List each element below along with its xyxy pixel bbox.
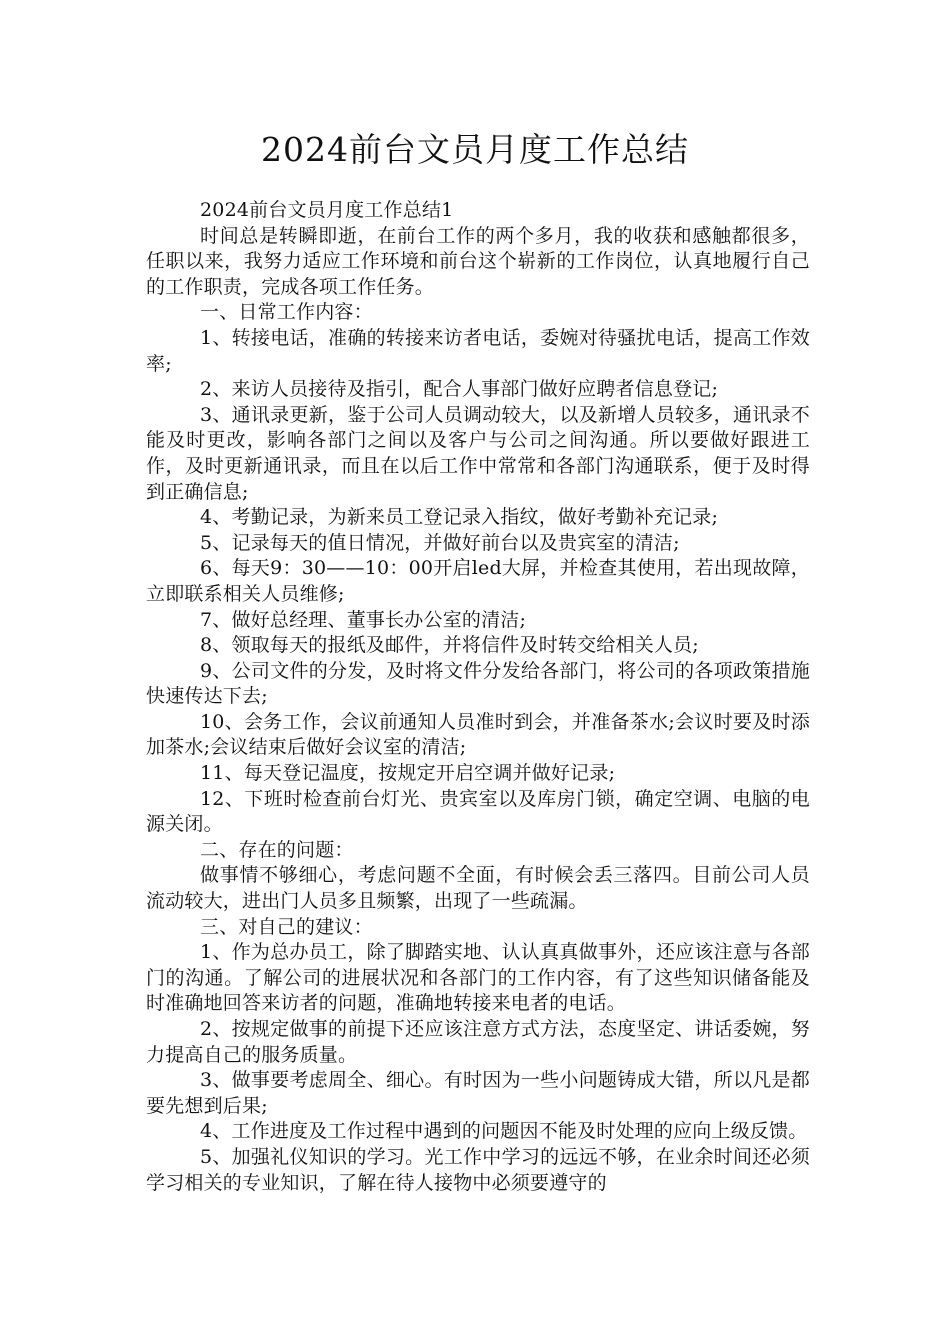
list-item-12: 12、下班时检查前台灯光、贵宾室以及库房门锁，确定空调、电脑的电源关闭。 — [146, 787, 810, 836]
list-item-11: 11、每天登记温度，按规定开启空调并做好记录; — [200, 762, 616, 785]
section-heading-daily-work: 一、日常工作内容： — [200, 301, 373, 324]
list-item-7: 7、做好总经理、董事长办公室的清洁; — [200, 608, 527, 631]
paragraph-intro: 时间总是转瞬即逝，在前台工作的两个多月，我的收获和感触都很多，任职以来，我努力适应工作环境和前台这个崭新的工作岗位，认真地履行自己的工作职责，完成各项工作任务。 — [146, 224, 810, 298]
list-item-8: 8、领取每天的报纸及邮件，并将信件及时转交给相关人员; — [200, 634, 699, 657]
list-item-9: 9、公司文件的分发，及时将文件分发给各部门，将公司的各项政策措施快速传达下去; — [146, 659, 810, 708]
section-heading-problems: 二、存在的问题： — [200, 838, 354, 861]
suggestion-item-4: 4、工作进度及工作过程中遇到的问题因不能及时处理的应向上级反馈。 — [200, 1120, 808, 1143]
list-item-2: 2、来访人员接待及指引，配合人事部门做好应聘者信息登记; — [200, 378, 719, 401]
list-item-4: 4、考勤记录，为新来员工登记录入指纹，做好考勤补充记录; — [200, 506, 719, 529]
list-item-6: 6、每天9：30——10：00开启led大屏，并检查其使用，若出现故障，立即联系相关人员维修; — [146, 557, 810, 605]
section-heading-suggestions: 三、对自己的建议： — [200, 915, 373, 938]
suggestion-item-1: 1、作为总办员工，除了脚踏实地、认认真真做事外，还应该注意与各部门的沟通。了解公司的进展状况和各部门的工作内容，有了这些知识储备能及时准确地回答来访者的问题，准确地转接来电者的电话。 — [146, 941, 810, 1015]
list-item-1: 1、转接电话，准确的转接来访者电话，委婉对待骚扰电话，提高工作效率; — [146, 326, 810, 375]
suggestion-item-5: 5、加强礼仪知识的学习。光工作中学习的远远不够，在业余时间还必须学习相关的专业知识，了解在待人接物中必须要遵守的 — [146, 1145, 810, 1194]
list-item-5: 5、记录每天的值日情况，并做好前台以及贵宾室的清洁; — [200, 531, 680, 554]
paragraph-subtitle: 2024前台文员月度工作总结1 — [200, 199, 454, 221]
list-item-3: 3、通讯录更新，鉴于公司人员调动较大，以及新增人员较多，通讯录不能及时更改，影响各部门之间以及客户与公司之间沟通。所以要做好跟进工作，及时更新通讯录，而且在以后工作中常常和各部门沟通联系，便于及时得到正确信息; — [146, 403, 810, 503]
suggestion-item-2: 2、按规定做事的前提下还应该注意方式方法，态度坚定、讲话委婉，努力提高自己的服务质量。 — [146, 1018, 810, 1066]
list-item-10: 10、会务工作，会议前通知人员准时到会，并准备茶水;会议时要及时添加茶水;会议结束后做好会议室的清洁; — [146, 710, 810, 759]
document-title: 2024前台文员月度工作总结 — [261, 130, 689, 169]
paragraph-problems: 做事情不够细心，考虑问题不全面，有时候会丢三落四。目前公司人员流动较大，进出门人员多且频繁，出现了一些疏漏。 — [146, 864, 810, 913]
document-body — [146, 198, 810, 1196]
suggestion-item-3: 3、做事要考虑周全、细心。有时因为一些小问题铸成大错，所以凡是都要先想到后果; — [146, 1069, 810, 1117]
